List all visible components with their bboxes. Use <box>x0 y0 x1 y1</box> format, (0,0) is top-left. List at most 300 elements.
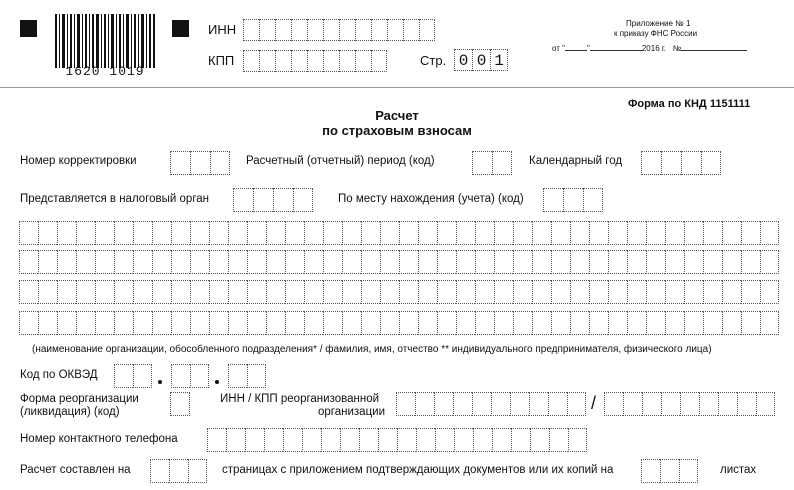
input-cell[interactable] <box>701 151 721 175</box>
input-cell[interactable] <box>371 50 387 72</box>
input-cell[interactable] <box>152 250 171 274</box>
sheets-count-field[interactable] <box>641 459 698 483</box>
input-cell[interactable] <box>190 250 209 274</box>
input-cell[interactable] <box>641 151 661 175</box>
input-cell[interactable] <box>243 50 259 72</box>
input-cell[interactable] <box>665 250 684 274</box>
input-cell[interactable] <box>646 221 665 245</box>
input-cell[interactable] <box>283 428 302 452</box>
input-cell[interactable] <box>133 250 152 274</box>
input-cell[interactable] <box>418 280 437 304</box>
input-cell[interactable] <box>583 188 603 212</box>
input-cell[interactable] <box>133 221 152 245</box>
input-cell[interactable] <box>589 280 608 304</box>
input-cell[interactable] <box>703 280 722 304</box>
input-cell[interactable] <box>323 311 342 335</box>
input-cell[interactable] <box>570 280 589 304</box>
input-cell[interactable] <box>419 19 435 41</box>
input-cell[interactable] <box>339 19 355 41</box>
input-cell[interactable] <box>396 392 415 416</box>
input-cell[interactable] <box>266 280 285 304</box>
input-cell[interactable] <box>665 280 684 304</box>
input-cell[interactable] <box>259 50 275 72</box>
input-cell[interactable] <box>532 250 551 274</box>
input-cell[interactable] <box>247 311 266 335</box>
input-cell[interactable] <box>491 392 510 416</box>
input-cell[interactable] <box>228 280 247 304</box>
page-number-field[interactable] <box>454 49 508 71</box>
input-cell[interactable] <box>453 392 472 416</box>
org-name-row-1[interactable] <box>19 221 779 245</box>
input-cell[interactable] <box>323 221 342 245</box>
phone-field[interactable] <box>207 428 587 452</box>
input-cell[interactable] <box>133 364 152 388</box>
input-cell[interactable] <box>570 311 589 335</box>
input-cell[interactable] <box>247 221 266 245</box>
input-cell[interactable] <box>623 392 642 416</box>
input-cell[interactable] <box>494 280 513 304</box>
location-label: По месту нахождения (учета) (код) <box>338 193 524 205</box>
input-cell[interactable] <box>684 311 703 335</box>
barcode-number: 1620 1019 <box>65 64 145 79</box>
input-cell[interactable] <box>543 188 563 212</box>
input-cell[interactable] <box>399 280 418 304</box>
input-cell[interactable] <box>133 311 152 335</box>
period-label: Расчетный (отчетный) период (код) <box>246 155 435 167</box>
okved-field-3[interactable] <box>228 364 266 388</box>
input-cell[interactable] <box>285 250 304 274</box>
input-cell[interactable] <box>19 280 38 304</box>
input-cell[interactable] <box>703 221 722 245</box>
input-cell[interactable] <box>171 221 190 245</box>
input-cell[interactable] <box>511 428 530 452</box>
input-cell[interactable] <box>627 280 646 304</box>
input-cell[interactable] <box>661 392 680 416</box>
input-cell[interactable] <box>285 311 304 335</box>
input-cell[interactable] <box>133 280 152 304</box>
input-cell[interactable] <box>152 311 171 335</box>
input-cell[interactable] <box>435 428 454 452</box>
input-cell[interactable] <box>549 428 568 452</box>
input-cell[interactable] <box>38 280 57 304</box>
input-cell[interactable] <box>399 311 418 335</box>
input-cell[interactable] <box>737 392 756 416</box>
input-cell[interactable] <box>494 250 513 274</box>
input-cell[interactable] <box>171 364 190 388</box>
input-cell[interactable] <box>494 311 513 335</box>
reorg-form-field[interactable] <box>170 392 190 416</box>
input-cell[interactable] <box>760 280 779 304</box>
input-cell[interactable] <box>703 311 722 335</box>
input-cell[interactable] <box>529 392 548 416</box>
input-cell[interactable] <box>627 221 646 245</box>
input-cell[interactable] <box>355 50 371 72</box>
input-cell[interactable] <box>38 221 57 245</box>
input-cell[interactable] <box>275 19 291 41</box>
order-mid: " <box>587 44 590 53</box>
input-cell[interactable] <box>247 250 266 274</box>
page-digit: 1 <box>490 49 508 71</box>
input-cell[interactable] <box>530 428 549 452</box>
input-cell[interactable] <box>548 392 567 416</box>
input-cell[interactable] <box>259 19 275 41</box>
input-cell[interactable] <box>355 19 371 41</box>
registration-mark-right <box>172 20 189 37</box>
input-cell[interactable] <box>323 250 342 274</box>
input-cell[interactable] <box>371 19 387 41</box>
input-cell[interactable] <box>380 250 399 274</box>
input-cell[interactable] <box>456 221 475 245</box>
input-cell[interactable] <box>247 280 266 304</box>
input-cell[interactable] <box>245 428 264 452</box>
input-cell[interactable] <box>228 250 247 274</box>
input-cell[interactable] <box>361 311 380 335</box>
input-cell[interactable] <box>532 311 551 335</box>
input-cell[interactable] <box>399 221 418 245</box>
org-name-caption: (наименование организации, обособленного подразделения* / фамилия, имя, отчество ** индивидуального предпринимателя, физического лица) <box>32 344 712 355</box>
input-cell[interactable] <box>38 311 57 335</box>
input-cell[interactable] <box>699 392 718 416</box>
input-cell[interactable] <box>253 188 273 212</box>
input-cell[interactable] <box>209 280 228 304</box>
registration-mark-left <box>20 20 37 37</box>
page-digit: 0 <box>472 49 490 71</box>
input-cell[interactable] <box>228 364 247 388</box>
order-day-blank[interactable] <box>565 50 587 51</box>
input-cell[interactable] <box>207 428 226 452</box>
input-cell[interactable] <box>170 151 190 175</box>
input-cell[interactable] <box>454 428 473 452</box>
input-cell[interactable] <box>627 250 646 274</box>
correction-field[interactable] <box>170 151 230 175</box>
input-cell[interactable] <box>209 221 228 245</box>
input-cell[interactable] <box>475 280 494 304</box>
input-cell[interactable] <box>342 221 361 245</box>
tax-authority-label: Представляется в налоговый орган <box>20 193 210 205</box>
input-cell[interactable] <box>323 280 342 304</box>
input-cell[interactable] <box>684 250 703 274</box>
input-cell[interactable] <box>589 221 608 245</box>
input-cell[interactable] <box>437 221 456 245</box>
order-prefix: от " <box>552 44 565 53</box>
input-cell[interactable] <box>38 250 57 274</box>
input-cell[interactable] <box>114 311 133 335</box>
input-cell[interactable] <box>722 221 741 245</box>
input-cell[interactable] <box>304 221 323 245</box>
input-cell[interactable] <box>680 392 699 416</box>
input-cell[interactable] <box>342 280 361 304</box>
input-cell[interactable] <box>387 19 403 41</box>
input-cell[interactable] <box>551 221 570 245</box>
input-cell[interactable] <box>741 311 760 335</box>
input-cell[interactable] <box>589 311 608 335</box>
input-cell[interactable] <box>494 221 513 245</box>
input-cell[interactable] <box>114 250 133 274</box>
input-cell[interactable] <box>170 392 190 416</box>
input-cell[interactable] <box>266 221 285 245</box>
input-cell[interactable] <box>510 392 529 416</box>
input-cell[interactable] <box>171 311 190 335</box>
input-cell[interactable] <box>418 311 437 335</box>
input-cell[interactable] <box>434 392 453 416</box>
input-cell[interactable] <box>415 392 434 416</box>
order-year: 2016 г. <box>641 44 667 53</box>
phone-label: Номер контактного телефона <box>20 433 178 445</box>
input-cell[interactable] <box>397 428 416 452</box>
input-cell[interactable] <box>380 311 399 335</box>
location-field[interactable] <box>543 188 603 212</box>
input-cell[interactable] <box>399 250 418 274</box>
tax-authority-field[interactable] <box>233 188 313 212</box>
input-cell[interactable] <box>570 221 589 245</box>
input-cell[interactable] <box>339 50 355 72</box>
input-cell[interactable] <box>243 19 259 41</box>
input-cell[interactable] <box>513 250 532 274</box>
input-cell[interactable] <box>210 151 230 175</box>
input-cell[interactable] <box>340 428 359 452</box>
input-cell[interactable] <box>95 221 114 245</box>
order-number-label: № <box>672 44 682 53</box>
input-cell[interactable] <box>76 311 95 335</box>
input-cell[interactable] <box>304 250 323 274</box>
input-cell[interactable] <box>190 364 209 388</box>
order-month-blank[interactable] <box>590 50 642 51</box>
input-cell[interactable] <box>57 250 76 274</box>
input-cell[interactable] <box>114 221 133 245</box>
input-cell[interactable] <box>660 459 679 483</box>
appendix-line-1: Приложение № 1 <box>626 19 691 28</box>
input-cell[interactable] <box>19 250 38 274</box>
input-cell[interactable] <box>95 311 114 335</box>
input-cell[interactable] <box>233 188 253 212</box>
input-cell[interactable] <box>741 221 760 245</box>
input-cell[interactable] <box>513 311 532 335</box>
input-cell[interactable] <box>114 364 133 388</box>
kpp-label: КПП <box>208 53 235 68</box>
input-cell[interactable] <box>190 311 209 335</box>
input-cell[interactable] <box>589 250 608 274</box>
input-cell[interactable] <box>304 280 323 304</box>
input-cell[interactable] <box>681 151 701 175</box>
input-cell[interactable] <box>760 311 779 335</box>
input-cell[interactable] <box>171 280 190 304</box>
input-cell[interactable] <box>532 221 551 245</box>
reorg-inn-field[interactable] <box>396 392 586 416</box>
reorg-kpp-field[interactable] <box>604 392 775 416</box>
input-cell[interactable] <box>456 250 475 274</box>
pages-count-field[interactable] <box>150 459 207 483</box>
input-cell[interactable] <box>741 280 760 304</box>
input-cell[interactable] <box>342 250 361 274</box>
input-cell[interactable] <box>19 311 38 335</box>
input-cell[interactable] <box>679 459 698 483</box>
input-cell[interactable] <box>475 311 494 335</box>
input-cell[interactable] <box>718 392 737 416</box>
input-cell[interactable] <box>665 221 684 245</box>
input-cell[interactable] <box>684 280 703 304</box>
input-cell[interactable] <box>380 280 399 304</box>
input-cell[interactable] <box>551 311 570 335</box>
input-cell[interactable] <box>171 250 190 274</box>
input-cell[interactable] <box>642 392 661 416</box>
org-name-row-3[interactable] <box>19 280 779 304</box>
input-cell[interactable] <box>741 250 760 274</box>
input-cell[interactable] <box>247 364 266 388</box>
input-cell[interactable] <box>342 311 361 335</box>
input-cell[interactable] <box>293 188 313 212</box>
input-cell[interactable] <box>323 50 339 72</box>
year-field[interactable] <box>641 151 721 175</box>
input-cell[interactable] <box>403 19 419 41</box>
input-cell[interactable] <box>646 250 665 274</box>
input-cell[interactable] <box>551 250 570 274</box>
input-cell[interactable] <box>114 280 133 304</box>
form-title: Расчет <box>375 108 419 123</box>
input-cell[interactable] <box>152 221 171 245</box>
period-field[interactable] <box>472 151 512 175</box>
input-cell[interactable] <box>665 311 684 335</box>
input-cell[interactable] <box>57 280 76 304</box>
input-cell[interactable] <box>285 221 304 245</box>
org-name-row-4[interactable] <box>19 311 779 335</box>
input-cell[interactable] <box>361 221 380 245</box>
okved-field-2[interactable] <box>171 364 209 388</box>
input-cell[interactable] <box>264 428 283 452</box>
input-cell[interactable] <box>228 311 247 335</box>
input-cell[interactable] <box>76 221 95 245</box>
input-cell[interactable] <box>95 280 114 304</box>
input-cell[interactable] <box>169 459 188 483</box>
okved-field-1[interactable] <box>114 364 152 388</box>
kpp-field[interactable] <box>243 50 387 72</box>
input-cell[interactable] <box>291 19 307 41</box>
input-cell[interactable] <box>608 280 627 304</box>
barcode-image <box>55 14 155 68</box>
input-cell[interactable] <box>646 311 665 335</box>
input-cell[interactable] <box>646 280 665 304</box>
input-cell[interactable] <box>641 459 660 483</box>
input-cell[interactable] <box>604 392 623 416</box>
input-cell[interactable] <box>456 280 475 304</box>
order-number-blank[interactable] <box>681 50 747 51</box>
input-cell[interactable] <box>266 250 285 274</box>
header-divider <box>0 87 794 88</box>
input-cell[interactable] <box>563 188 583 212</box>
input-cell[interactable] <box>76 250 95 274</box>
input-cell[interactable] <box>226 428 245 452</box>
inn-field[interactable] <box>243 19 435 41</box>
input-cell[interactable] <box>76 280 95 304</box>
input-cell[interactable] <box>302 428 321 452</box>
input-cell[interactable] <box>661 151 681 175</box>
input-cell[interactable] <box>275 50 291 72</box>
order-reference <box>552 44 747 53</box>
input-cell[interactable] <box>570 250 589 274</box>
input-cell[interactable] <box>307 50 323 72</box>
input-cell[interactable] <box>323 19 339 41</box>
input-cell[interactable] <box>760 221 779 245</box>
input-cell[interactable] <box>513 280 532 304</box>
input-cell[interactable] <box>475 250 494 274</box>
input-cell[interactable] <box>190 221 209 245</box>
input-cell[interactable] <box>190 280 209 304</box>
input-cell[interactable] <box>150 459 169 483</box>
input-cell[interactable] <box>722 311 741 335</box>
input-cell[interactable] <box>608 250 627 274</box>
input-cell[interactable] <box>266 311 285 335</box>
pages-label: Расчет составлен на <box>20 464 131 476</box>
reorg-inn-label: ИНН / КПП реорганизованной <box>220 393 380 405</box>
input-cell[interactable] <box>307 19 323 41</box>
input-cell[interactable] <box>627 311 646 335</box>
input-cell[interactable] <box>361 250 380 274</box>
input-cell[interactable] <box>568 428 587 452</box>
input-cell[interactable] <box>228 221 247 245</box>
input-cell[interactable] <box>209 311 228 335</box>
form-code: Форма по КНД 1151111 <box>628 98 751 110</box>
input-cell[interactable] <box>359 428 378 452</box>
input-cell[interactable] <box>703 250 722 274</box>
input-cell[interactable] <box>188 459 207 483</box>
input-cell[interactable] <box>291 50 307 72</box>
input-cell[interactable] <box>273 188 293 212</box>
input-cell[interactable] <box>722 280 741 304</box>
input-cell[interactable] <box>532 280 551 304</box>
input-cell[interactable] <box>380 221 399 245</box>
input-cell[interactable] <box>321 428 340 452</box>
input-cell[interactable] <box>57 221 76 245</box>
input-cell[interactable] <box>95 250 114 274</box>
input-cell[interactable] <box>152 280 171 304</box>
input-cell[interactable] <box>475 221 494 245</box>
okved-separator-dot <box>215 380 219 384</box>
input-cell[interactable] <box>472 151 492 175</box>
input-cell[interactable] <box>608 311 627 335</box>
input-cell[interactable] <box>567 392 586 416</box>
input-cell[interactable] <box>57 311 76 335</box>
input-cell[interactable] <box>437 250 456 274</box>
input-cell[interactable] <box>304 311 323 335</box>
input-cell[interactable] <box>190 151 210 175</box>
page-digit: 0 <box>454 49 472 71</box>
input-cell[interactable] <box>437 280 456 304</box>
org-name-row-2[interactable] <box>19 250 779 274</box>
input-cell[interactable] <box>209 250 228 274</box>
input-cell[interactable] <box>361 280 380 304</box>
input-cell[interactable] <box>285 280 304 304</box>
input-cell[interactable] <box>608 221 627 245</box>
input-cell[interactable] <box>684 221 703 245</box>
input-cell[interactable] <box>473 428 492 452</box>
input-cell[interactable] <box>756 392 775 416</box>
input-cell[interactable] <box>378 428 397 452</box>
reorg-form-label-2: (ликвидация) (код) <box>20 406 120 418</box>
input-cell[interactable] <box>418 250 437 274</box>
input-cell[interactable] <box>437 311 456 335</box>
reorg-slash: / <box>591 393 597 413</box>
input-cell[interactable] <box>551 280 570 304</box>
input-cell[interactable] <box>472 392 491 416</box>
input-cell[interactable] <box>19 221 38 245</box>
input-cell[interactable] <box>492 428 511 452</box>
input-cell[interactable] <box>760 250 779 274</box>
input-cell[interactable] <box>456 311 475 335</box>
input-cell[interactable] <box>492 151 512 175</box>
input-cell[interactable] <box>418 221 437 245</box>
input-cell[interactable] <box>416 428 435 452</box>
input-cell[interactable] <box>513 221 532 245</box>
input-cell[interactable] <box>722 250 741 274</box>
